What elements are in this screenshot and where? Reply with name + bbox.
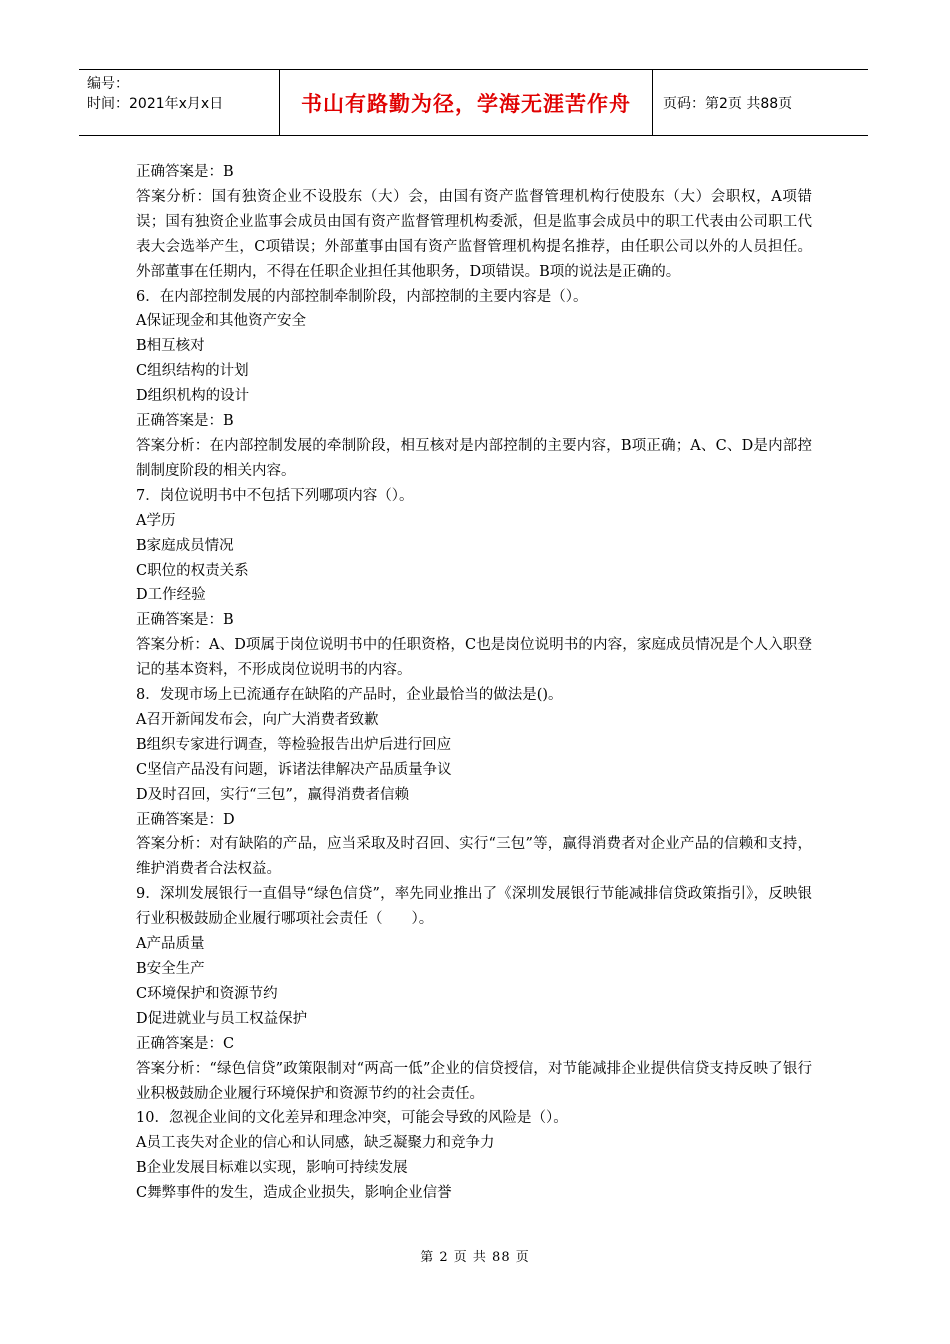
text-line: D组织机构的设计 xyxy=(136,388,250,405)
page-footer: 第 2 页 共 88 页 xyxy=(420,1250,530,1265)
text-line: 10．忽视企业间的文化差异和理念冲突，可能会导致的风险是（）。 xyxy=(136,1110,568,1127)
text-line: A保证现金和其他资产安全 xyxy=(136,313,306,330)
header-page-info: 页码：第2页 共88页 xyxy=(663,95,793,112)
document-time: 时间：2021年x月x日 xyxy=(87,96,224,112)
text-line: 答案分析：国有独资企业不设股东（大）会，由国有资产监督管理机构行使股东（大）会职权，A项错误；国有独资企业监事会成员由国有资产监督管理机构委派，但是监事会成员中的职工代表由公司职工代表大会选举产生，C项错误；外部董事由国有资产监督管理机构提名推荐，由任职公司以外的人员担任。外部董事在任期内，不得在任职企业担任其他职务，D项错误。B项的说法是正确的。 xyxy=(136,188,812,280)
text-line: 答案分析：A、D项属于岗位说明书中的任职资格，C也是岗位说明书的内容，家庭成员情况是个人入职登记的基本资料，不形成岗位说明书的内容。 xyxy=(136,637,812,679)
text-line: 7．岗位说明书中不包括下列哪项内容（）。 xyxy=(136,487,414,504)
text-line: C坚信产品没有问题，诉诸法律解决产品质量争议 xyxy=(136,761,452,778)
header-meta xyxy=(79,70,280,135)
text-line: 答案分析：在内部控制发展的牵制阶段，相互核对是内部控制的主要内容，B项正确；A、C、D是内部控制制度阶段的相关内容。 xyxy=(136,437,812,479)
text-line: 正确答案是：B xyxy=(136,413,234,430)
text-line: B相互核对 xyxy=(136,338,205,355)
text-line: D及时召回，实行“三包”，赢得消费者信赖 xyxy=(136,786,409,803)
text-line: 正确答案是：C xyxy=(136,1035,235,1052)
text-line: B组织专家进行调查，等检验报告出炉后进行回应 xyxy=(136,736,452,753)
text-line: A学历 xyxy=(136,512,176,529)
text-line: B企业发展目标难以实现，影响可持续发展 xyxy=(136,1160,408,1177)
text-line: C舞弊事件的发生，造成企业损失，影响企业信誉 xyxy=(136,1185,452,1202)
document-body xyxy=(136,160,812,1206)
text-line: 9．深圳发展银行一直倡导“绿色信贷”，率先同业推出了《深圳发展银行节能减排信贷政策指引》，反映银行业积极鼓励企业履行哪项社会责任（ ）。 xyxy=(136,886,812,928)
text-line: 答案分析：对有缺陷的产品，应当采取及时召回、实行“三包”等，赢得消费者对企业产品的信赖和支持，维护消费者合法权益。 xyxy=(136,836,812,878)
text-line: C组织结构的计划 xyxy=(136,363,249,380)
text-line: C环境保护和资源节约 xyxy=(136,985,278,1002)
text-line: C职位的权责关系 xyxy=(136,562,249,579)
page-header xyxy=(79,69,868,136)
document-number-label: 编号： xyxy=(87,76,129,92)
text-line: 6．在内部控制发展的内部控制牵制阶段，内部控制的主要内容是（）。 xyxy=(136,288,588,305)
text-line: D促进就业与员工权益保护 xyxy=(136,1010,308,1027)
text-line: A产品质量 xyxy=(136,936,205,953)
text-line: D工作经验 xyxy=(136,587,206,604)
text-line: 正确答案是：B xyxy=(136,612,234,629)
text-line: 正确答案是：B xyxy=(136,164,234,180)
text-line: 正确答案是：D xyxy=(136,811,235,828)
text-line: A员工丧失对企业的信心和认同感，缺乏凝聚力和竞争力 xyxy=(136,1135,495,1152)
text-line: 答案分析：“绿色信贷”政策限制对“两高一低”企业的信贷授信，对节能减排企业提供信贷支持反映了银行业积极鼓励企业履行环境保护和资源节约的社会责任。 xyxy=(136,1060,812,1102)
text-line: A召开新闻发布会，向广大消费者致歉 xyxy=(136,711,379,728)
text-line: 8．发现市场上已流通存在缺陷的产品时，企业最恰当的做法是()。 xyxy=(136,687,563,704)
header-motto: 书山有路勤为径，学海无涯苦作舟 xyxy=(280,70,653,135)
text-line: B安全生产 xyxy=(136,961,205,977)
text-line: B家庭成员情况 xyxy=(136,537,234,554)
